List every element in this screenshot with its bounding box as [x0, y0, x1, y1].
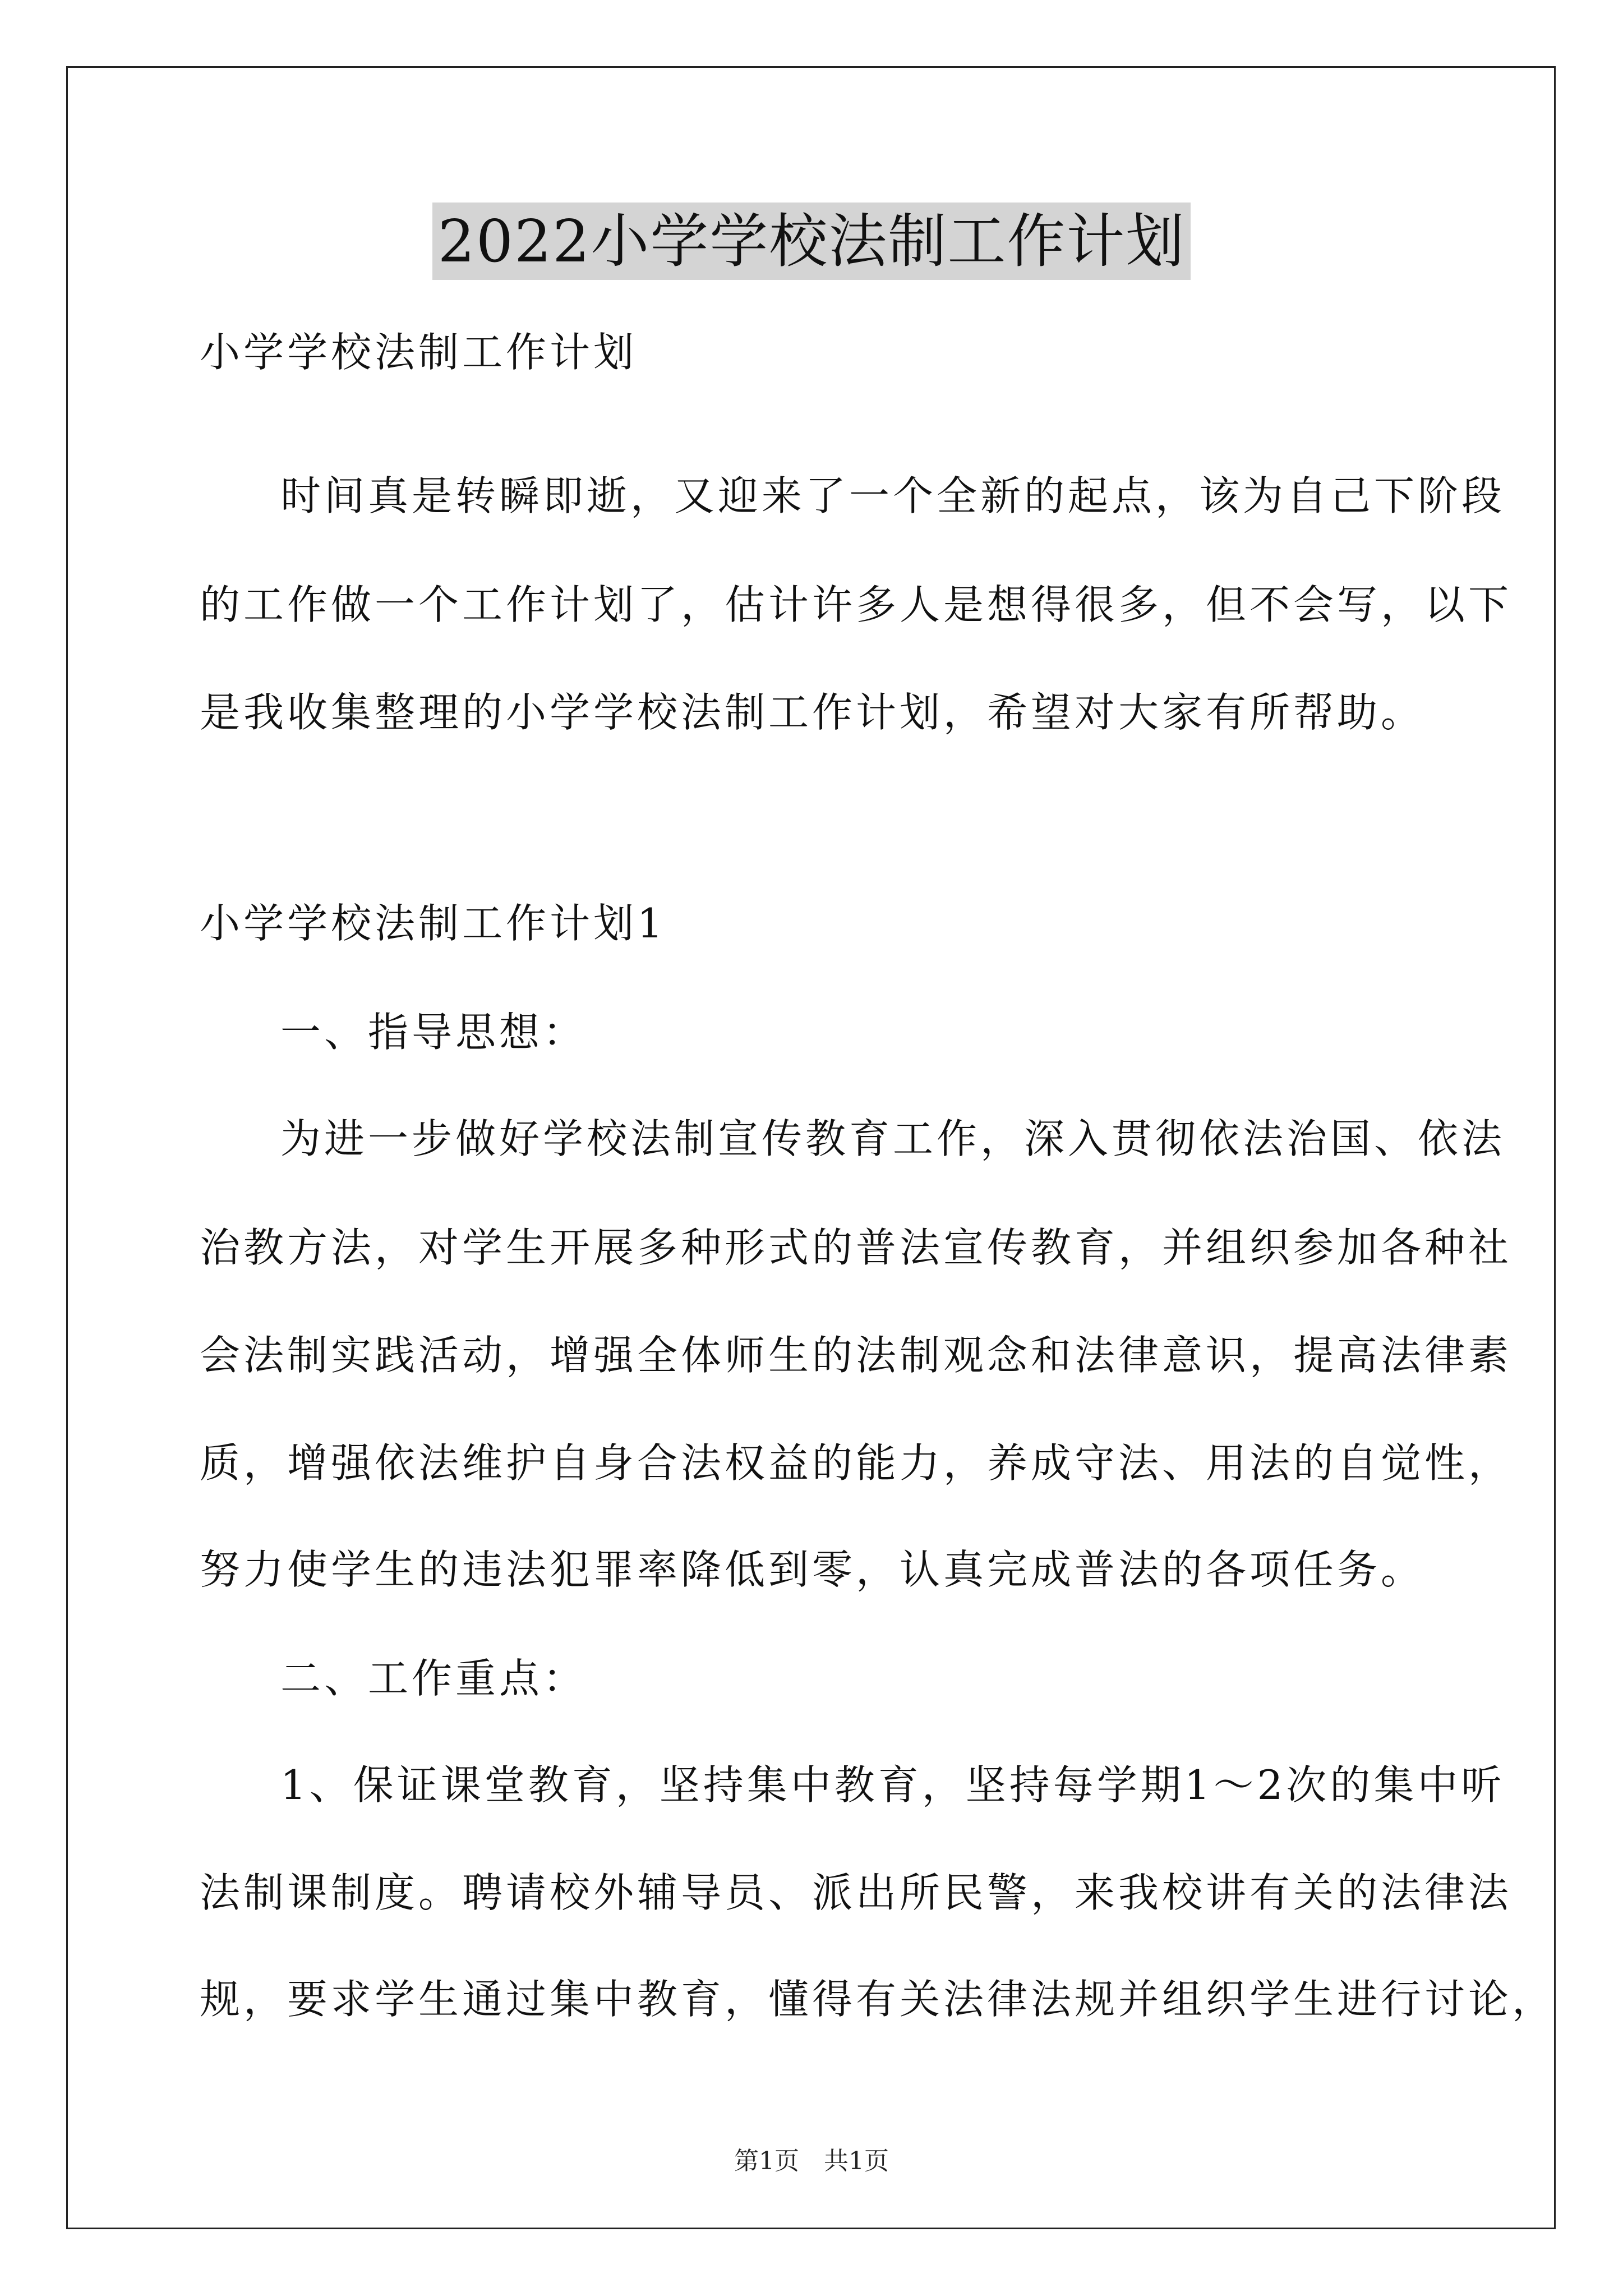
- paragraph-line: 1、保证课堂教育，坚持集中教育，坚持每学期1～2次的集中听: [280, 1761, 1505, 1809]
- subsection-heading: 一、指导思想：: [280, 1009, 587, 1056]
- paragraph-line: 为进一步做好学校法制宣传教育工作，深入贯彻依法治国、依法: [280, 1115, 1506, 1162]
- section-heading: 小学学校法制工作计划1: [200, 900, 666, 947]
- paragraph-line: 治教方法，对学生开展多种形式的普法宣传教育，并组织参加各种社: [200, 1224, 1513, 1271]
- page-footer: [0, 2141, 1623, 2177]
- document-title-text: 2022小学学校法制工作计划: [432, 203, 1191, 280]
- paragraph-line: 法制课制度。聘请校外辅导员、派出所民警，来我校讲有关的法律法: [200, 1869, 1513, 1916]
- paragraph-line: 努力使学生的违法犯罪率降低到零，认真完成普法的各项任务。: [200, 1546, 1425, 1593]
- section-heading: 小学学校法制工作计划: [200, 329, 638, 376]
- document-title: [0, 202, 1623, 280]
- subsection-heading: 二、工作重点：: [280, 1655, 587, 1702]
- paragraph-line: 质，增强依法维护自身合法权益的能力，养成守法、用法的自觉性，: [200, 1439, 1513, 1487]
- paragraph-line: 会法制实践活动，增强全体师生的法制观念和法律意识，提高法律素: [200, 1332, 1513, 1379]
- page-number: 第1页 共1页: [734, 2147, 889, 2175]
- paragraph-line: 的工作做一个工作计划了，估计许多人是想得很多，但不会写，以下: [200, 581, 1513, 628]
- paragraph-line: 时间真是转瞬即逝，又迎来了一个全新的起点，该为自己下阶段: [280, 472, 1506, 519]
- paragraph-line: 规，要求学生通过集中教育，懂得有关法律法规并组织学生进行讨论，: [200, 1976, 1556, 2023]
- paragraph-line: 是我收集整理的小学学校法制工作计划，希望对大家有所帮助。: [200, 689, 1425, 736]
